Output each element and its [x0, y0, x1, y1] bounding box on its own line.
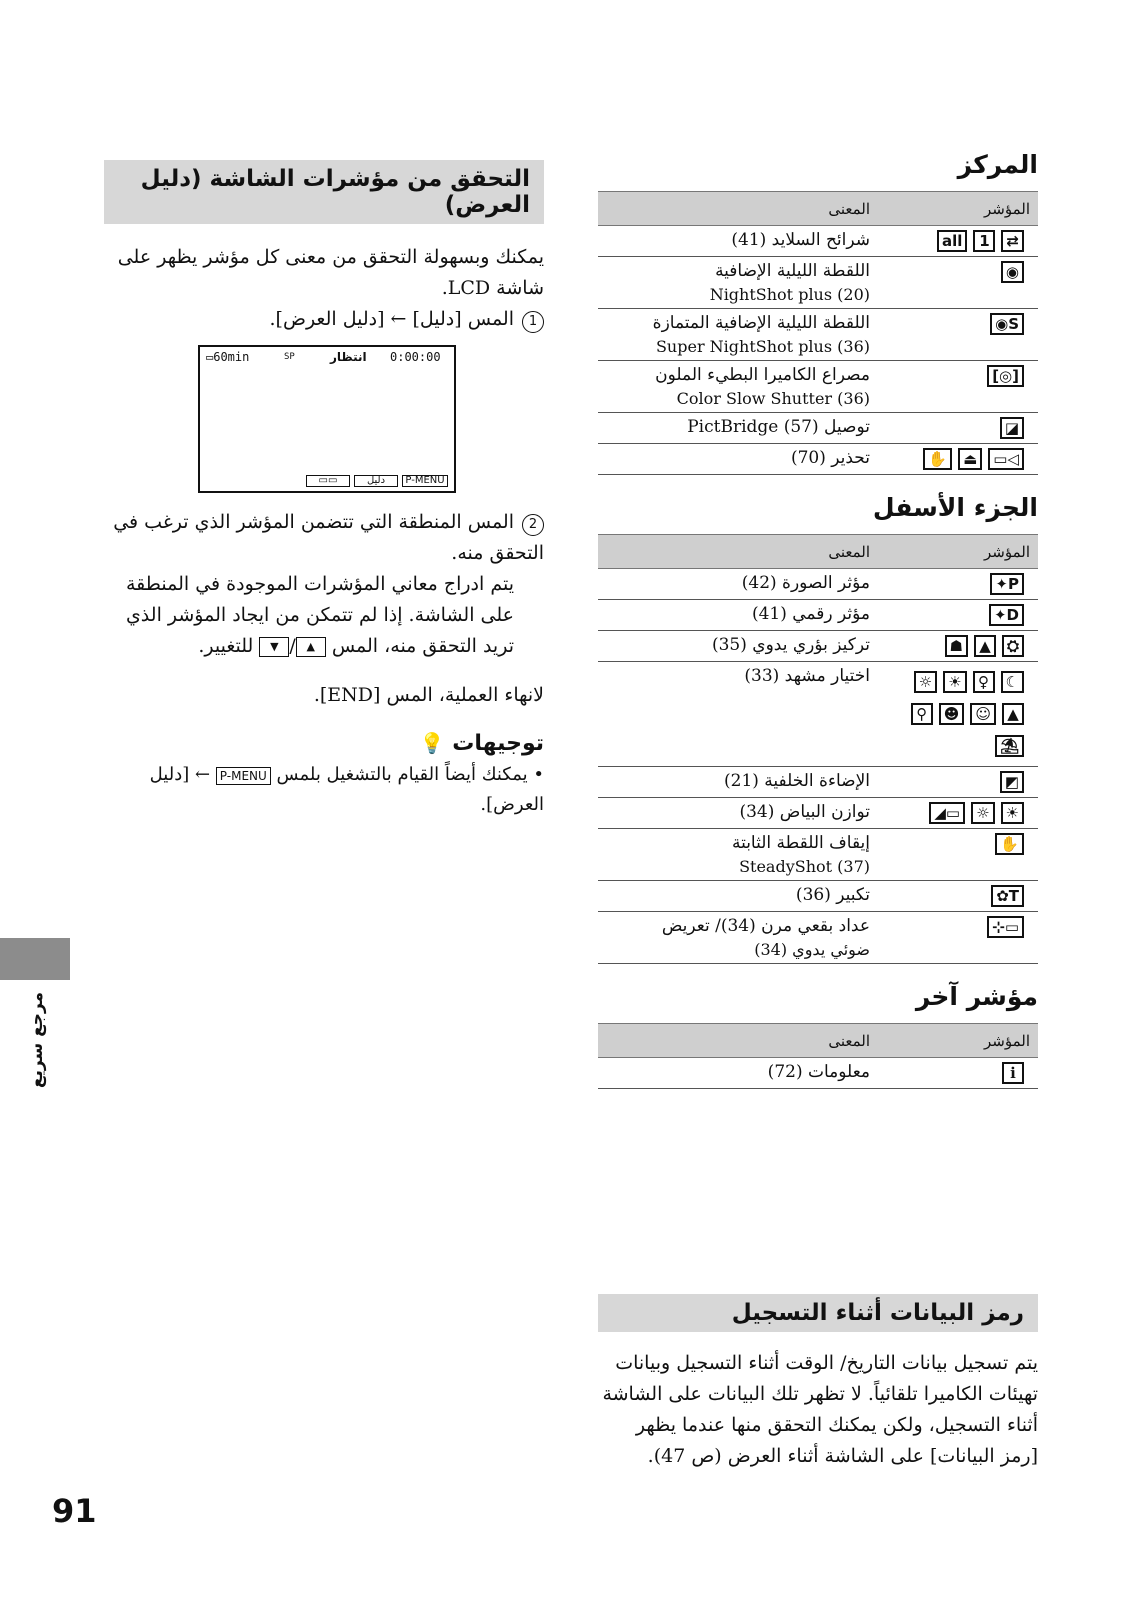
meaning-text: مؤثر رقمي (41) — [751, 604, 870, 624]
indicator-icon: T✿ — [991, 885, 1024, 907]
indicator-icon: ☾ — [1001, 671, 1024, 693]
meaning-cell — [598, 912, 878, 964]
side-tab — [0, 938, 70, 980]
meaning-cell — [598, 798, 878, 829]
meaning-cell — [598, 662, 878, 767]
indicator-icon: ✋ — [923, 448, 952, 470]
indicator-cell — [878, 1058, 1038, 1089]
bottom-col-indicator: المؤشر — [878, 535, 1038, 569]
indicator-icon: ◉ — [1001, 261, 1024, 283]
indicator-icon: ☀ — [1001, 802, 1024, 824]
other-col-meaning: المعنى — [598, 1024, 878, 1058]
indicator-icon: P✦ — [990, 573, 1024, 595]
meaning-text: شرائح السلايد (41) — [731, 230, 870, 250]
center-row — [598, 444, 1038, 475]
indicator-icon: ▭◢ — [929, 802, 965, 824]
bottom-row — [598, 631, 1038, 662]
indicator-cell — [878, 257, 1038, 309]
indicator-icon: ▲ — [1002, 703, 1024, 725]
meaning-cell — [598, 829, 878, 881]
indicator-icon: ♀ — [973, 671, 995, 693]
indicator-cell — [878, 600, 1038, 631]
indicator-icon: ◁▭ — [988, 448, 1024, 470]
bottom-row — [598, 767, 1038, 798]
step-2 — [104, 507, 544, 569]
indicator-icon: ⛭ — [1002, 635, 1024, 657]
other-heading: مؤشر آخر — [915, 982, 1038, 1011]
center-heading: المركز — [957, 150, 1038, 179]
indicator-icon: ☀ — [943, 671, 966, 693]
center-row — [598, 226, 1038, 257]
bottom-table — [598, 534, 1038, 964]
step-2-number: 2 — [522, 514, 544, 536]
display-guide-section — [104, 160, 544, 820]
indicator-icon: ⏏ — [958, 448, 982, 470]
tip-text-2: ← [دليل العرض]. — [149, 764, 544, 815]
meaning-cell — [598, 257, 878, 309]
meaning-cell — [598, 361, 878, 413]
meaning-text: اختيار مشهد (33) — [744, 666, 870, 686]
tips-title: توجيهات — [452, 731, 544, 756]
lcd-battery: ▭60min — [206, 350, 250, 364]
lcd-guide-button[interactable]: دليل — [354, 475, 398, 487]
indicator-icon: ⛱ — [995, 735, 1024, 757]
indicator-cell — [878, 226, 1038, 257]
meaning-cell — [598, 600, 878, 631]
indicator-cell — [878, 569, 1038, 600]
pmenu-icon: P-MENU — [216, 767, 271, 785]
indicator-icon: ⚲ — [911, 703, 933, 725]
finish-instruction: لانهاء العملية، المس [END]. — [313, 684, 544, 706]
lcd-screen-illustration — [198, 345, 456, 493]
indicator-cell — [878, 361, 1038, 413]
display-guide-intro: يمكنك وبسهولة التحقق من معنى كل مؤشر يظهر على شاشة LCD. — [117, 246, 544, 299]
center-col-indicator: المؤشر — [878, 192, 1038, 226]
meaning-cell — [598, 309, 878, 361]
indicators-section — [598, 150, 1038, 1107]
meaning-cell — [598, 631, 878, 662]
indicator-cell — [878, 881, 1038, 912]
meaning-cell — [598, 767, 878, 798]
meaning-subtext: ضوئي يدوي (34) — [754, 940, 870, 959]
indicator-icon: ▲ — [974, 635, 996, 657]
bottom-row — [598, 600, 1038, 631]
page-number: 91 — [52, 1492, 97, 1530]
step-1 — [104, 304, 544, 335]
indicator-cell — [878, 767, 1038, 798]
indicator-icon: ⇄ — [1001, 230, 1024, 252]
other-col-indicator: المؤشر — [878, 1024, 1038, 1058]
indicator-icon: [◎] — [987, 365, 1024, 387]
lcd-mode: SP — [284, 352, 295, 362]
meaning-subtext: NightShot plus (20) — [709, 285, 870, 304]
indicator-icon: S◉ — [990, 313, 1024, 335]
step-2-note: يتم ادراج معاني المؤشرات الموجودة في المنطقة على الشاشة. إذا لم تتمكن من ايجاد المؤشر الذي تريد التحقق منه، المس ▲/▼ للتغيير. — [125, 573, 514, 657]
center-col-meaning: المعنى — [598, 192, 878, 226]
indicator-cell — [878, 444, 1038, 475]
indicator-cell — [878, 798, 1038, 829]
indicator-icon: all — [937, 230, 967, 252]
indicator-icon: D✦ — [989, 604, 1024, 626]
indicator-icon: ℹ — [1002, 1062, 1024, 1084]
data-code-title: رمز البيانات أثناء التسجيل — [598, 1294, 1038, 1332]
center-row — [598, 361, 1038, 413]
bottom-row — [598, 881, 1038, 912]
up-button-icon: ▲ — [296, 637, 326, 657]
bottom-col-meaning: المعنى — [598, 535, 878, 569]
indicator-cell — [878, 662, 1038, 767]
meaning-subtext: Super NightShot plus (36) — [655, 337, 870, 356]
indicator-icon: ☼ — [971, 802, 994, 824]
step-2-text: المس المنطقة التي تتضمن المؤشر الذي ترغب في التحقق منه. — [113, 511, 544, 564]
center-row — [598, 257, 1038, 309]
indicator-icon: ✋ — [995, 833, 1024, 855]
bottom-row — [598, 912, 1038, 964]
display-guide-title: التحقق من مؤشرات الشاشة (دليل العرض) — [104, 160, 544, 224]
meaning-cell — [598, 444, 878, 475]
tips-heading — [104, 731, 544, 756]
meaning-subtext: SteadyShot (37) — [739, 857, 870, 876]
lightbulb-icon: 💡 — [419, 731, 445, 755]
lcd-time: 0:00:00 — [390, 350, 441, 364]
meaning-cell — [598, 569, 878, 600]
meaning-text: توازن البياض (34) — [739, 802, 870, 822]
center-row — [598, 413, 1038, 444]
meaning-text: اللقطة الليلية الإضافية — [715, 261, 870, 281]
data-code-section — [598, 1294, 1038, 1332]
indicator-cell — [878, 631, 1038, 662]
bottom-row — [598, 662, 1038, 767]
meaning-subtext: Color Slow Shutter (36) — [676, 389, 870, 408]
meaning-text: مصراع الكاميرا البطيء الملون — [655, 365, 870, 385]
center-table — [598, 191, 1038, 475]
indicator-icon: ☺ — [970, 703, 996, 725]
bottom-row — [598, 829, 1038, 881]
meaning-text: تحذير (70) — [790, 448, 870, 468]
indicator-icon: ☗ — [945, 635, 968, 657]
indicator-icon: ▭⊹ — [987, 916, 1024, 938]
meaning-text: مؤثر الصورة (42) — [741, 573, 870, 593]
indicator-icon: 1 — [973, 230, 995, 252]
lcd-status: انتظار — [330, 350, 367, 364]
meaning-text: عداد بقعي مرن (34)/ تعريض — [661, 916, 870, 936]
bottom-row — [598, 569, 1038, 600]
meaning-cell — [598, 881, 878, 912]
lcd-tape-button[interactable]: ▭▭ — [306, 475, 350, 487]
side-tab-label: مرجع سريع — [27, 991, 47, 1089]
step-2-note-text: يتم ادراج معاني المؤشرات الموجودة في المنطقة على الشاشة. إذا لم تتمكن من ايجاد المؤشر الذي تريد التحقق منه، المس — [125, 573, 514, 657]
step-2-note-end: للتغيير. — [198, 635, 254, 657]
indicator-icon: ☼ — [914, 671, 937, 693]
meaning-text: إيقاف اللقطة الثابتة — [731, 833, 870, 853]
meaning-cell — [598, 1058, 878, 1089]
down-button-icon: ▼ — [259, 637, 289, 657]
indicator-cell — [878, 829, 1038, 881]
step-1-text: المس [دليل] ← [دليل العرض]. — [269, 308, 514, 330]
meaning-text: الإضاءة الخلفية (21) — [723, 771, 870, 791]
other-table — [598, 1023, 1038, 1089]
tip-text-1: يمكنك أيضاً القيام بالتشغيل بلمس — [276, 764, 528, 785]
meaning-cell — [598, 413, 878, 444]
meaning-text: تركيز بؤري يدوي (35) — [711, 635, 870, 655]
meaning-text: توصيل PictBridge (57) — [687, 417, 870, 437]
indicator-cell — [878, 912, 1038, 964]
side-tab-label-wrap — [22, 991, 52, 1090]
bottom-heading: الجزء الأسفل — [872, 493, 1038, 522]
lcd-pmenu-button[interactable]: P-MENU — [402, 475, 448, 487]
indicator-icon: ☻ — [939, 703, 965, 725]
indicator-icon: ◩ — [1000, 771, 1024, 793]
indicator-cell — [878, 413, 1038, 444]
meaning-text: معلومات (72) — [767, 1062, 870, 1082]
meaning-cell — [598, 226, 878, 257]
other-row — [598, 1058, 1038, 1089]
tip-item: • يمكنك أيضاً القيام بالتشغيل بلمس P-MENU ← [دليل العرض]. — [149, 764, 544, 815]
step-1-number: 1 — [522, 311, 544, 333]
data-code-body: يتم تسجيل بيانات التاريخ/ الوقت أثناء التسجيل وبيانات تهيئات الكاميرا تلقائياً. لا تظهر تلك البيانات على الشاشة أثناء التسجيل، ولكن يمكنك التحقق منها عندما يظهر [رمز البيانات] على الشاشة أثناء العرض (ص 47). — [602, 1352, 1038, 1467]
indicator-icon: ◪ — [1000, 417, 1024, 439]
center-row — [598, 309, 1038, 361]
bottom-row — [598, 798, 1038, 829]
meaning-text: اللقطة الليلية الإضافية المتمازة — [652, 313, 870, 333]
meaning-text: تكبير (36) — [795, 885, 870, 905]
indicator-cell — [878, 309, 1038, 361]
